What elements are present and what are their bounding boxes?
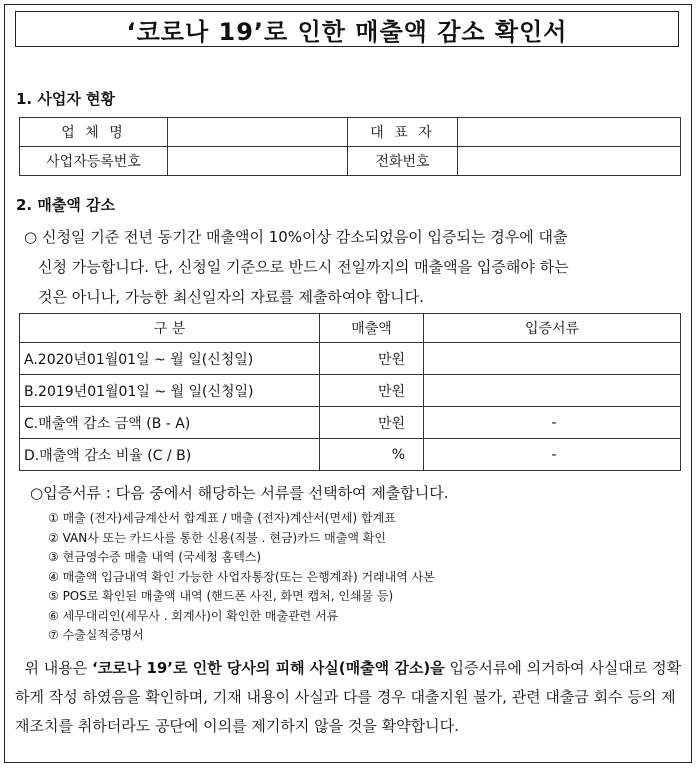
- list-item: ⑤ POS로 확인된 매출액 내역 (핸드폰 사진, 화면 캡처, 인쇄물 등): [48, 589, 394, 603]
- closing-emphasis: ‘코로나 19’로 인한 당사의 피해 사실(매출액 감소)을: [92, 659, 445, 677]
- evidence-note: ○입증서류 : 다음 중에서 해당하는 서류를 선택하여 제출합니다.: [30, 484, 449, 502]
- sales-decrease-table: [19, 313, 681, 471]
- phone-field[interactable]: [458, 147, 681, 176]
- header-evidence: 입증서류: [424, 314, 681, 343]
- representative-field[interactable]: [458, 118, 681, 147]
- list-item: ④ 매출액 입금내역 확인 가능한 사업자통장(또는 은행계좌) 거래내역 사본: [48, 569, 435, 584]
- table-header-row: [20, 314, 681, 343]
- representative-label: 대 표 자: [348, 118, 458, 147]
- row-label: A.2020년01월01일 ~ 월 일(신청일): [20, 343, 320, 375]
- list-item: ⑦ 수출실적증명서: [48, 628, 144, 642]
- header-category: 구 분: [20, 314, 320, 343]
- table-row: [20, 147, 681, 176]
- section1-heading: 1. 사업자 현황: [16, 90, 116, 108]
- closing-statement: [15, 654, 685, 741]
- document-title: ‘코로나 19’로 인한 매출액 감소 확인서: [15, 11, 679, 47]
- row-value-unit[interactable]: %: [320, 439, 424, 471]
- table-row: [20, 118, 681, 147]
- biz-reg-number-field[interactable]: [168, 147, 348, 176]
- company-name-field[interactable]: [168, 118, 348, 147]
- intro-line-3: 것은 아니나, 가능한 최신일자의 자료를 제출하여야 합니다.: [38, 288, 424, 306]
- table-row: [20, 439, 681, 471]
- table-row: [20, 343, 681, 375]
- section2-intro: [24, 222, 684, 312]
- business-info-table: [19, 117, 681, 176]
- bullet-symbol: ○: [24, 228, 38, 246]
- list-item: ① 매출 (전자)세금계산서 합계표 / 매출 (전자)계산서(면세) 합계표: [48, 511, 396, 525]
- intro-line-2: 신청 가능합니다. 단, 신청일 기준으로 반드시 전일까지의 매출액을 입증해야 하는: [38, 258, 569, 276]
- row-label: D.매출액 감소 비율 (C / B): [20, 439, 320, 471]
- row-value-unit[interactable]: 만원: [320, 407, 424, 439]
- section2-heading: 2. 매출액 감소: [16, 196, 116, 214]
- row-evidence[interactable]: [424, 343, 681, 375]
- row-evidence: -: [424, 407, 681, 439]
- closing-rest: 입증서류에 의거하여 사실대로 정확하게 작성 하였음을 확인하며, 기재 내용이 사실과 다를 경우 대출지원 불가, 관련 대출금 회수 등의 제재조치를 취하더라도 공단에 이의를 제기하지 않을 것을 확약합니다.: [15, 659, 682, 735]
- row-label: B.2019년01월01일 ~ 월 일(신청일): [20, 375, 320, 407]
- header-sales: 매출액: [320, 314, 424, 343]
- table-row: [20, 375, 681, 407]
- row-label: C.매출액 감소 금액 (B - A): [20, 407, 320, 439]
- list-item: ② VAN사 또는 카드사를 통한 신용(직불 . 현금)카드 매출액 확인: [48, 530, 386, 545]
- list-item: ⑥ 세무대리인(세무사 . 회계사)이 확인한 매출관련 서류: [48, 608, 339, 623]
- row-evidence[interactable]: [424, 375, 681, 407]
- row-value-unit[interactable]: 만원: [320, 343, 424, 375]
- row-evidence: -: [424, 439, 681, 471]
- intro-line-1: 신청일 기준 전년 동기간 매출액이 10%이상 감소되었음이 입증되는 경우에 대출: [42, 228, 568, 246]
- phone-label: 전화번호: [348, 147, 458, 176]
- closing-prefix: 위 내용은: [24, 659, 93, 677]
- biz-reg-number-label: 사업자등록번호: [20, 147, 168, 176]
- table-row: [20, 407, 681, 439]
- evidence-document-list: [48, 509, 435, 646]
- list-item: ③ 현금영수증 매출 내역 (국세청 홈텍스): [48, 550, 262, 564]
- row-value-unit[interactable]: 만원: [320, 375, 424, 407]
- company-name-label: 업 체 명: [20, 118, 168, 147]
